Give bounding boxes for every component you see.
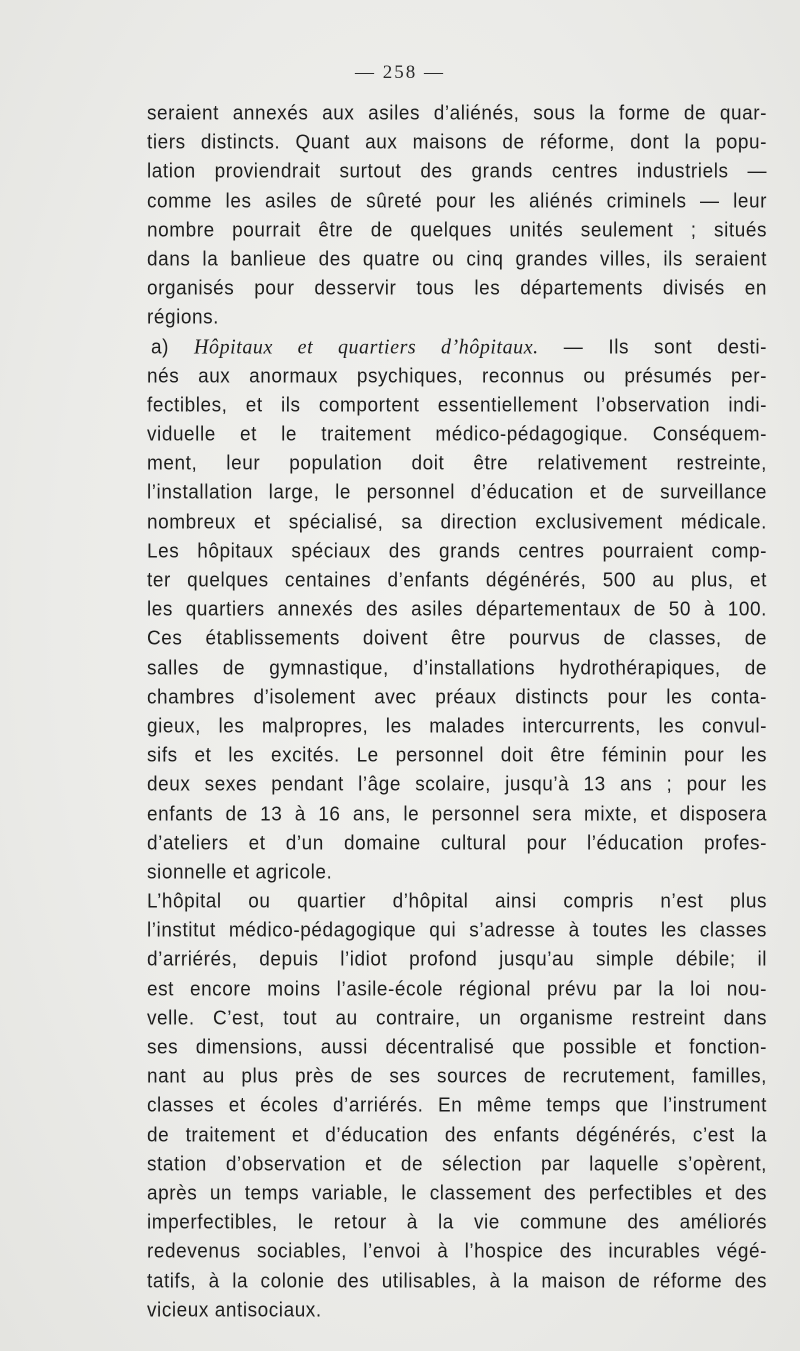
page-number: — 258 — xyxy=(355,62,445,83)
text-line: les quartiers annexés des asiles départementaux de 50 à 100. xyxy=(147,598,767,622)
text-line: enfants de 13 à 16 ans, le personnel sera mixte, et disposera xyxy=(147,802,767,826)
text-line: fectibles, et ils comportent essentiellement l’observation indi- xyxy=(147,394,767,417)
section-marker: a) xyxy=(151,335,169,359)
text-line: nombreux et spécialisé, sa direction exclusivement médicale. xyxy=(147,510,767,534)
text-line: ment, leur population doit être relativement restreinte, xyxy=(147,452,767,476)
text-line: comme les asiles de sûreté pour les aliénés criminels — leur xyxy=(147,189,767,213)
text-line: nant au plus près de ses sources de recrutement, familles, xyxy=(147,1065,767,1089)
text-line: régions. xyxy=(147,306,219,330)
text-line: de traitement et d’éducation des enfants dégénérés, c’est la xyxy=(147,1123,767,1147)
text-line: nombre pourrait être de quelques unités seulement ; situés xyxy=(147,218,767,242)
text-line: salles de gymnastique, d’installations hydrothérapiques, de xyxy=(147,656,767,680)
text-line: d’arriérés, depuis l’idiot profond jusqu’au simple débile; il xyxy=(147,948,767,972)
text-line: imperfectibles, le retour à la vie commune des améliorés xyxy=(147,1211,767,1234)
text-line: seraient annexés aux asiles d’aliénés, sous la forme de quar- xyxy=(147,102,767,125)
text-line: d’ateliers et d’un domaine cultural pour l’éducation profes- xyxy=(147,831,767,855)
text-line: Ces établissements doivent être pourvus de classes, de xyxy=(147,627,767,651)
text-line: classes et écoles d’arriérés. En même temps que l’instrument xyxy=(147,1094,767,1118)
text-line: ses dimensions, aussi décentralisé que possible et fonction- xyxy=(147,1036,767,1059)
text-line: chambres d’isolement avec préaux distincts pour les conta- xyxy=(147,685,767,709)
text-line: nés aux anormaux psychiques, reconnus ou présumés per- xyxy=(147,364,767,388)
text-line: redevenus sociables, l’envoi à l’hospice des incurables végé- xyxy=(147,1240,767,1264)
text-line: velle. C’est, tout au contraire, un organisme restreint dans xyxy=(147,1006,767,1030)
text-line: l’institut médico-pédagogique qui s’adresse à toutes les classes xyxy=(147,919,767,943)
text-line: tiers distincts. Quant aux maisons de réforme, dont la popu- xyxy=(147,131,767,155)
section-title: Hôpitaux et quartiers d’hôpitaux. xyxy=(194,334,539,359)
section-heading-line xyxy=(147,331,767,363)
text-line: viduelle et le traitement médico-pédagogique. Conséquem- xyxy=(147,423,767,446)
text-line: dans la banlieue des quatre ou cinq grandes villes, ils seraient xyxy=(147,248,767,271)
text-line: est encore moins l’asile-école régional prévu par la loi nou- xyxy=(147,977,767,1001)
section-heading-rest: — Ils sont desti- xyxy=(563,335,767,359)
text-line: deux sexes pendant l’âge scolaire, jusqu’à 13 ans ; pour les xyxy=(147,773,767,797)
text-line: Les hôpitaux spéciaux des grands centres pourraient comp- xyxy=(147,539,767,563)
text-line: sifs et les excités. Le personnel doit être féminin pour les xyxy=(147,744,767,767)
text-line: sionnelle et agricole. xyxy=(147,861,333,884)
text-line: station d’observation et de sélection par laquelle s’opèrent, xyxy=(147,1152,767,1176)
text-line: L’hôpital ou quartier d’hôpital ainsi compris n’est plus xyxy=(147,890,767,913)
text-line: vicieux antisociaux. xyxy=(147,1298,322,1322)
text-line: tatifs, à la colonie des utilisables, à la maison de réforme des xyxy=(147,1269,767,1293)
text-line: gieux, les malpropres, les malades intercurrents, les convul- xyxy=(147,715,767,738)
text-line: après un temps variable, le classement des perfectibles et des xyxy=(147,1182,767,1205)
text-line: ter quelques centaines d’enfants dégénérés, 500 au plus, et xyxy=(147,569,767,592)
text-line: lation proviendrait surtout des grands centres industriels — xyxy=(147,160,767,184)
body-text xyxy=(147,99,767,1325)
text-line: organisés pour desservir tous les départements divisés en xyxy=(147,277,767,300)
text-line: l’installation large, le personnel d’éducation et de surveillance xyxy=(147,481,767,505)
